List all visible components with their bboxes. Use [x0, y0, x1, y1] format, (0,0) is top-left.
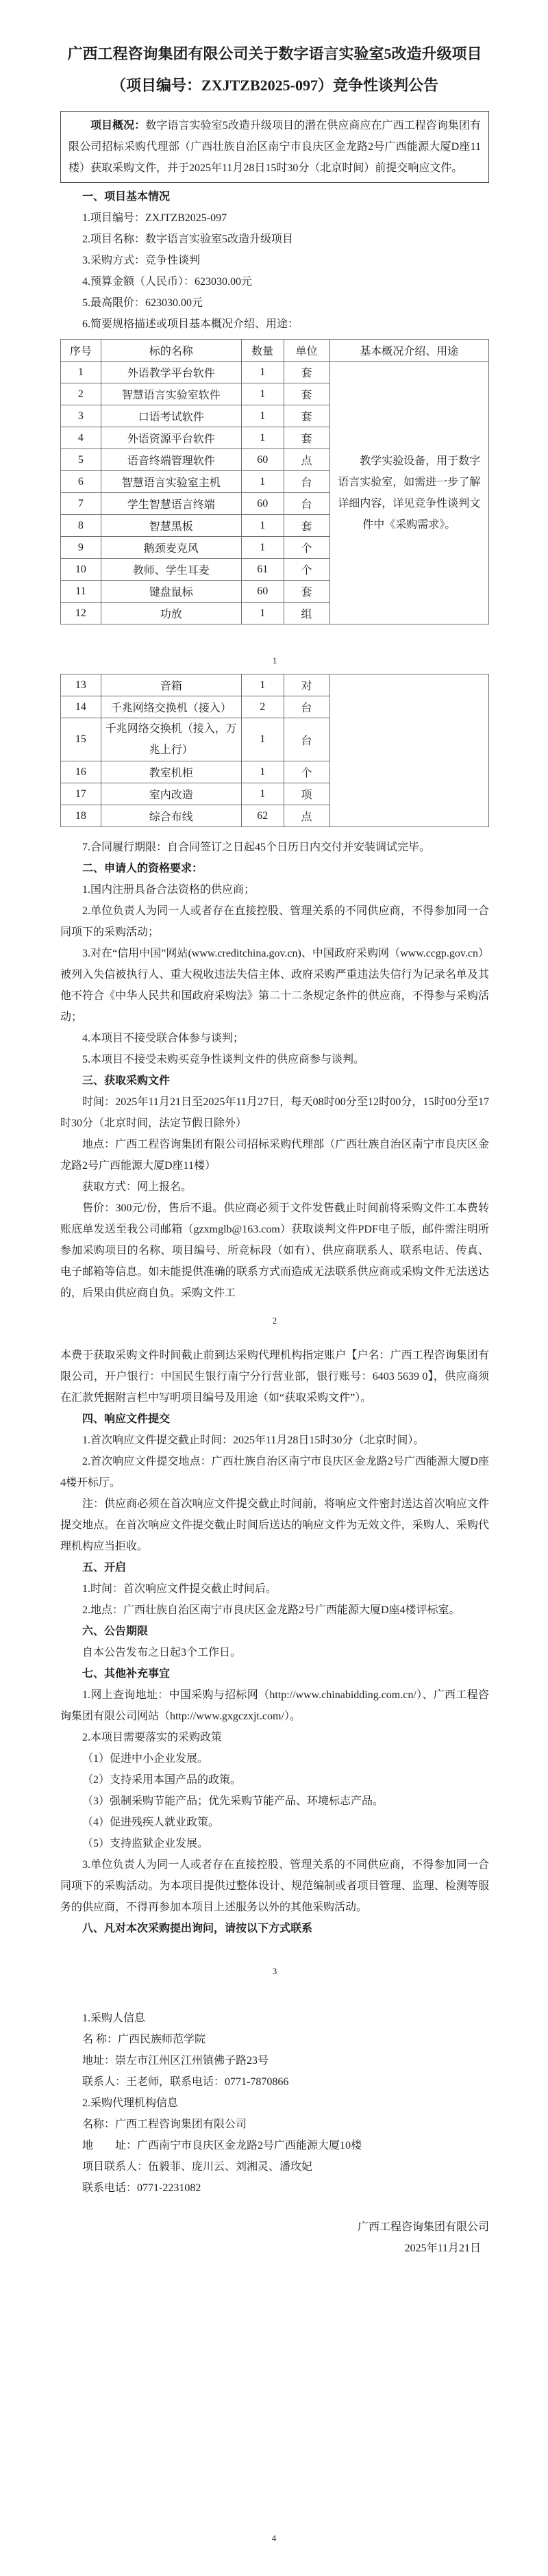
cell-name: 口语考试软件 [101, 405, 241, 427]
project-overview-text: 数字语言实验室5改造升级项目的潜在供应商应在广西工程咨询集团有限公司招标采购代理部（广西壮族自治区南宁市良庆区金龙路2号广西能源大厦D座11楼）获取采购文件，并于2025年11月28日15时30分（北京时间）前提交响应文件。 [68, 120, 481, 174]
cell-qty: 60 [241, 449, 284, 471]
document-title-line1: 广西工程咨询集团有限公司关于数字语言实验室5改造升级项目 [67, 45, 482, 62]
project-overview-box [60, 111, 489, 183]
cell-no: 5 [61, 449, 101, 471]
policy-item: （5）支持监狱企业发展。 [82, 1838, 209, 1849]
table-header-row [61, 340, 489, 362]
cell-no: 16 [61, 761, 101, 783]
cell-name: 功放 [101, 603, 241, 624]
doc-obtain-method: 获取方式：网上报名。 [82, 1181, 192, 1193]
cell-no: 4 [61, 427, 101, 449]
budget-amount: 4.预算金额（人民币）：623030.00元 [82, 276, 253, 288]
cell-name: 音箱 [101, 674, 241, 696]
cell-qty: 1 [241, 783, 284, 805]
cell-no: 3 [61, 405, 101, 427]
doc-obtain-place: 地点：广西工程咨询集团有限公司招标采购代理部（广西壮族自治区南宁市良庆区金龙路2号广西能源大厦D座11楼） [60, 1139, 489, 1172]
cell-name: 智慧黑板 [101, 515, 241, 537]
cell-no: 17 [61, 783, 101, 805]
doc-price-paragraph-continuation: 本费于获取采购文件时间截止前到达采购代理机构指定账户【户名：广西工程咨询集团有限公司，开户银行：中国民生银行南宁分行营业部，银行账号：6403 5639 0】，供应商须在汇款凭据附言栏中写明项目编号及用途（如“获取采购文件”）。 [60, 1350, 489, 1404]
qualification-item: 5.本项目不接受未购买竞争性谈判文件的供应商参与谈判。 [82, 1054, 365, 1065]
cell-name: 鹅颈麦克风 [101, 537, 241, 559]
cell-no: 9 [61, 537, 101, 559]
opening-place: 2.地点：广西壮族自治区南宁市良庆区金龙路2号广西能源大厦D座4楼评标室。 [82, 1604, 460, 1616]
section-8-heading: 八、凡对本次采购提出询问，请按以下方式联系 [82, 1923, 313, 1934]
online-query-address: 1.网上查询地址：中国采购与招标网（http://www.chinabidding.com.cn/）、广西工程咨询集团有限公司网站（http://www.gxgczxjt.com/）。 [60, 1689, 489, 1722]
cell-no: 11 [61, 581, 101, 603]
cell-no: 10 [61, 559, 101, 581]
section-7-heading: 七、其他补充事宜 [82, 1668, 171, 1680]
cell-unit: 套 [284, 427, 329, 449]
cell-qty: 1 [241, 761, 284, 783]
cell-name: 智慧语言实验室软件 [101, 383, 241, 405]
agency-contacts: 项目联系人：伍毅菲、庞川云、刘湘灵、潘玫妃 [82, 2161, 313, 2173]
policy-intro: 2.本项目需要落实的采购政策 [82, 1732, 223, 1743]
cell-unit: 台 [284, 471, 329, 493]
cell-unit: 点 [284, 805, 329, 827]
purchaser-name: 名 称：广西民族师范学院 [82, 2034, 206, 2045]
response-note: 注：供应商必须在首次响应文件提交截止时间前，将响应文件密封送达首次响应文件提交地点。在首次响应文件提交截止时间后送达的响应文件为无效文件，采购人、采购代理机构应当拒收。 [60, 1498, 489, 1552]
cell-unit: 台 [284, 696, 329, 718]
cell-name: 外语资源平台软件 [101, 427, 241, 449]
qualification-item: 3.对在“信用中国”网站(www.creditchina.gov.cn)、中国政府采购网（www.ccgp.gov.cn）被列入失信被执行人、重大税收违法失信主体、政府采购严重违法失信行为记录名单及其他不符合《中华人民共和国政府采购法》第二十二条规定条件的供应商，不得参与采购活动； [60, 948, 489, 1023]
items-table-part2 [60, 674, 489, 827]
cell-qty: 60 [241, 581, 284, 603]
cell-qty: 1 [241, 405, 284, 427]
price-ceiling: 5.最高限价：623030.00元 [82, 297, 203, 309]
opening-time: 1.时间：首次响应文件提交截止时间后。 [82, 1583, 277, 1595]
qualification-item: 2.单位负责人为同一人或者存在直接控股、管理关系的不同供应商，不得参加同一合同项下的采购活动； [60, 905, 489, 938]
spec-description-intro: 6.简要规格描述或项目基本概况介绍、用途： [82, 318, 299, 330]
closing-company-signature: 广西工程咨询集团有限公司 [357, 2221, 489, 2233]
document-title [60, 38, 489, 101]
items-table-part1 [60, 339, 489, 624]
cell-qty: 1 [241, 603, 284, 624]
table-row [61, 674, 489, 696]
table-row [61, 362, 489, 383]
cell-qty: 1 [241, 515, 284, 537]
cell-no: 12 [61, 603, 101, 624]
cell-no: 15 [61, 718, 101, 761]
restriction-clause: 3.单位负责人为同一人或者存在直接控股、管理关系的不同供应商，不得参加同一合同项下的采购活动。为本项目提供过整体设计、规范编制或者项目管理、监理、检测等服务的供应商，不得再参加本项目上述服务以外的其他采购活动。 [60, 1859, 489, 1913]
cell-unit: 套 [284, 515, 329, 537]
purchaser-info-heading: 1.采购人信息 [82, 2012, 146, 2024]
project-name: 2.项目名称：数字语言实验室5改造升级项目 [82, 233, 294, 245]
cell-no: 6 [61, 471, 101, 493]
header-unit: 单位 [284, 340, 329, 362]
cell-qty: 1 [241, 718, 284, 761]
document-title-line2: （项目编号：ZXJTZB2025-097）竞争性谈判公告 [111, 77, 438, 94]
section-5-heading: 五、开启 [82, 1562, 127, 1574]
closing-date: 2025年11月21日 [404, 2243, 481, 2254]
qualification-item: 1.国内注册具备合法资格的供应商； [82, 884, 256, 896]
cell-name: 室内改造 [101, 783, 241, 805]
cell-qty: 2 [241, 696, 284, 718]
purchaser-address: 地址：崇左市江州区江州镇佛子路23号 [82, 2055, 269, 2067]
cell-no: 8 [61, 515, 101, 537]
header-name: 标的名称 [101, 340, 241, 362]
cell-no: 13 [61, 674, 101, 696]
cell-name: 千兆网络交换机（接入，万兆上行） [101, 718, 241, 761]
agency-name: 名称：广西工程咨询集团有限公司 [82, 2119, 247, 2130]
cell-qty: 62 [241, 805, 284, 827]
cell-unit: 套 [284, 405, 329, 427]
agency-address: 地 址：广西南宁市良庆区金龙路2号广西能源大厦10楼 [82, 2140, 362, 2151]
cell-qty: 1 [241, 362, 284, 383]
cell-no: 7 [61, 493, 101, 515]
cell-no: 14 [61, 696, 101, 718]
cell-unit: 台 [284, 718, 329, 761]
section-1-heading: 一、项目基本情况 [82, 191, 171, 203]
policy-item: （3）强制采购节能产品；优先采购节能产品、环境标志产品。 [82, 1795, 384, 1807]
project-number: 1.项目编号：ZXJTZB2025-097 [82, 212, 227, 224]
project-overview-label: 项目概况： [90, 120, 146, 131]
response-place: 2.首次响应文件提交地点：广西壮族自治区南宁市良庆区金龙路2号广西能源大厦D座4楼开标厅。 [60, 1456, 489, 1489]
cell-qty: 60 [241, 493, 284, 515]
merged-description-cell-continued [329, 674, 489, 827]
cell-name: 键盘鼠标 [101, 581, 241, 603]
cell-name: 千兆网络交换机（接入） [101, 696, 241, 718]
announcement-period: 自本公告发布之日起3个工作日。 [82, 1647, 242, 1658]
agency-phone: 联系电话：0771-2231082 [82, 2182, 201, 2194]
cell-qty: 1 [241, 537, 284, 559]
purchaser-contact: 联系人：王老师，联系电话：0771-7870866 [82, 2076, 289, 2088]
cell-name: 教室机柜 [101, 761, 241, 783]
cell-unit: 台 [284, 493, 329, 515]
cell-unit: 个 [284, 537, 329, 559]
cell-unit: 对 [284, 674, 329, 696]
merged-description-cell: 教学实验设备，用于数字语言实验室，如需进一步了解详细内容，详见竞争性谈判文件中《采购需求》。 [329, 362, 489, 624]
cell-unit: 组 [284, 603, 329, 624]
cell-name: 语音终端管理软件 [101, 449, 241, 471]
header-no: 序号 [61, 340, 101, 362]
doc-price-paragraph: 售价：300元/份，售后不退。供应商必须于文件发售截止时间前将采购文件工本费转账底单发送至我公司邮箱（gzxmglb@163.com）获取谈判文件PDF电子版，邮件需注明所参加采购项目的名称、项目编号、所竞标段（如有）、供应商联系人、联系电话、传真、电子邮箱等信息。如未能提供准确的联系方式而造成无法联系供应商或采购文件无法送达的，后果由供应商自负。采购文件工 [60, 1202, 489, 1299]
section-4-heading: 四、响应文件提交 [82, 1413, 171, 1425]
section-6-heading: 六、公告期限 [82, 1626, 149, 1637]
cell-name: 综合布线 [101, 805, 241, 827]
cell-unit: 项 [284, 783, 329, 805]
page-number-1: 1 [272, 655, 277, 666]
cell-unit: 套 [284, 383, 329, 405]
cell-qty: 1 [241, 471, 284, 493]
header-desc: 基本概况介绍、用途 [329, 340, 489, 362]
cell-name: 外语教学平台软件 [101, 362, 241, 383]
cell-unit: 个 [284, 559, 329, 581]
agency-info-heading: 2.采购代理机构信息 [82, 2097, 179, 2109]
cell-qty: 1 [241, 427, 284, 449]
contract-term: 7.合同履行期限：自合同签订之日起45个日历日内交付并安装调试完毕。 [82, 842, 431, 853]
cell-no: 1 [61, 362, 101, 383]
page-number-3: 3 [272, 1966, 277, 1976]
cell-qty: 1 [241, 674, 284, 696]
section-2-heading: 二、申请人的资格要求： [82, 863, 203, 874]
page-number-4: 4 [271, 2533, 277, 2543]
cell-name: 学生智慧语言终端 [101, 493, 241, 515]
cell-unit: 点 [284, 449, 329, 471]
response-deadline: 1.首次响应文件提交截止时间：2025年11月28日15时30分（北京时间）。 [82, 1435, 425, 1446]
header-qty: 数量 [241, 340, 284, 362]
policy-item: （4）促进残疾人就业政策。 [82, 1817, 220, 1828]
procurement-method: 3.采购方式：竞争性谈判 [82, 255, 201, 266]
qualification-item: 4.本项目不接受联合体参与谈判； [82, 1033, 245, 1044]
cell-qty: 61 [241, 559, 284, 581]
cell-no: 18 [61, 805, 101, 827]
section-3-heading: 三、获取采购文件 [82, 1075, 171, 1087]
page-number-2: 2 [272, 1315, 277, 1326]
cell-name: 教师、学生耳麦 [101, 559, 241, 581]
cell-unit: 套 [284, 362, 329, 383]
project-overview-paragraph [68, 115, 481, 179]
doc-obtain-time: 时间：2025年11月21日至2025年11月27日，每天08时00分至12时00分，15时00分至17时30分（北京时间，法定节假日除外） [60, 1096, 489, 1129]
policy-item: （2）支持采用本国产品的政策。 [82, 1774, 242, 1786]
cell-name: 智慧语言实验室主机 [101, 471, 241, 493]
cell-unit: 套 [284, 581, 329, 603]
cell-unit: 个 [284, 761, 329, 783]
cell-qty: 1 [241, 383, 284, 405]
policy-item: （1）促进中小企业发展。 [82, 1753, 209, 1765]
cell-no: 2 [61, 383, 101, 405]
